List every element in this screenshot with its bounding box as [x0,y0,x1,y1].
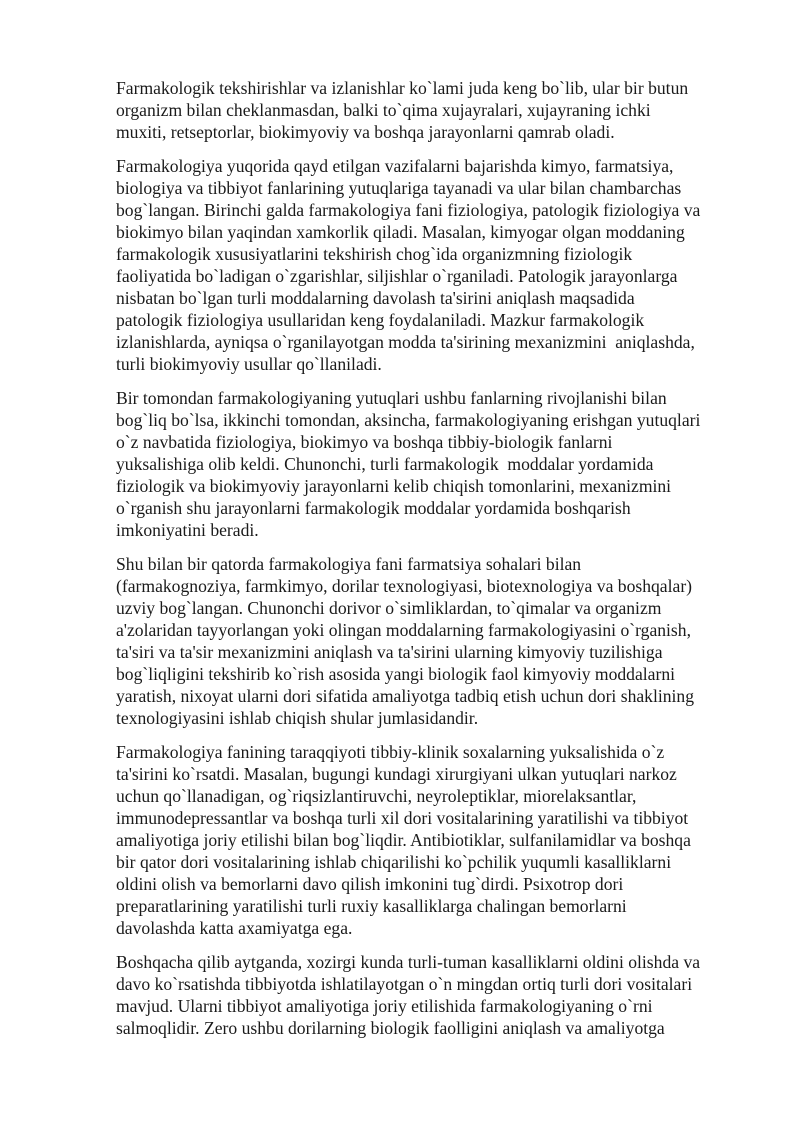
text-line: fiziologik va biokimyoviy jarayonlarni kelib chiqish tomonlarini, mexanizmini [116,476,672,496]
paragraph-3 [116,387,744,541]
paragraph-6 [116,951,744,1039]
text-line: immunodepressantlar va boshqa turli xil dori vositalarining yaratilishi va tibbiyot [116,808,689,828]
text-line: amaliyotiga joriy etilishi bilan bog`liqdir. Antibiotiklar, sulfanilamidlar va boshqa [116,830,691,850]
text-line: turli biokimyoviy usullar qo`llaniladi. [116,354,382,374]
text-line: davolashda katta axamiyatga ega. [116,918,353,938]
text-line: uzviy bog`langan. Chunonchi dorivor o`simliklardan, to`qimalar va organizm [116,598,662,618]
text-line: ta'sirini ko`rsatdi. Masalan, bugungi kundagi xirurgiyani ulkan yutuqlari narkoz [116,764,677,784]
text-line: nisbatan bo`lgan turli moddalarning davolash ta'sirini aniqlash maqsadida [116,288,635,308]
text-line: o`rganish shu jarayonlarni farmakologik moddalar yordamida boshqarish [116,498,631,518]
text-line: organizm bilan cheklanmasdan, balki to`qima xujayralari, xujayraning ichki [116,100,651,120]
text-line: farmakologik xususiyatlarini tekshirish chog`ida organizmning fiziologik [116,244,633,264]
text-line: ta'siri va ta'sir mexanizmini aniqlash va ta'sirini ularning kimyoviy tuzilishiga [116,642,663,662]
text-line: bog`langan. Birinchi galda farmakologiya fani fiziologiya, patologik fiziologiya va [116,200,701,220]
paragraph-4 [116,553,744,729]
text-line: bog`liq bo`lsa, ikkinchi tomondan, aksincha, farmakologiyaning erishgan yutuqlari [116,410,701,430]
text-line: oldini olish va bemorlarni davo qilish imkonini tug`dirdi. Psixotrop dori [116,874,624,894]
text-line: yaratish, nixoyat ularni dori sifatida amaliyotga tadbiq etish uchun dori shaklining [116,686,695,706]
text-line: Bir tomondan farmakologiyaning yutuqlari ushbu fanlarning rivojlanishi bilan [116,388,667,408]
text-line: biologiya va tibbiyot fanlarining yutuqlariga tayanadi va ular bilan chambarchas [116,178,682,198]
document-body [116,77,744,1051]
text-line: Boshqacha qilib aytganda, xozirgi kunda turli-tuman kasalliklarni oldini olishda va [116,952,701,972]
text-line: patologik fiziologiya usullaridan keng foydalaniladi. Mazkur farmakologik [116,310,645,330]
text-line: muxiti, retseptorlar, biokimyoviy va boshqa jarayonlarni qamrab oladi. [116,122,615,142]
text-line: mavjud. Ularni tibbiyot amaliyotiga joriy etilishida farmakologiyaning o`rni [116,996,653,1016]
text-line: salmoqlidir. Zero ushbu dorilarning biologik faolligini aniqlash va amaliyotga [116,1018,665,1038]
paragraph-1 [116,77,744,143]
text-line: Shu bilan bir qatorda farmakologiya fani farmatsiya sohalari bilan [116,554,582,574]
text-line: izlanishlarda, ayniqsa o`rganilayotgan modda ta'sirining mexanizmini aniqlashda, [116,332,695,352]
paragraph-2 [116,155,744,375]
text-line: (farmakognoziya, farmkimyo, dorilar texnologiyasi, biotexnologiya va boshqalar) [116,576,693,596]
text-line: a'zolaridan tayyorlangan yoki olingan moddalarning farmakologiyasini o`rganish, [116,620,691,640]
text-line: faoliyatida bo`ladigan o`zgarishlar, siljishlar o`rganiladi. Patologik jarayonlarga [116,266,678,286]
text-line: Farmakologiya fanining taraqqiyoti tibbiy-klinik soxalarning yuksalishida o`z [116,742,665,762]
text-line: uchun qo`llanadigan, og`riqsizlantiruvchi, neyroleptiklar, miorelaksantlar, [116,786,637,806]
text-line: bir qator dori vositalarining ishlab chiqarilishi ko`pchilik yuqumli kasalliklarni [116,852,672,872]
paragraph-5 [116,741,744,939]
text-line: bog`liqligini tekshirib ko`rish asosida yangi biologik faol kimyoviy moddalarni [116,664,676,684]
text-line: davo ko`rsatishda tibbiyotda ishlatilayotgan o`n mingdan ortiq turli dori vositalari [116,974,693,994]
text-line: biokimyo bilan yaqindan xamkorlik qiladi. Masalan, kimyogar olgan moddaning [116,222,685,242]
text-line: o`z navbatida fiziologiya, biokimyo va boshqa tibbiy-biologik fanlarni [116,432,613,452]
text-line: imkoniyatini beradi. [116,520,259,540]
text-line: yuksalishiga olib keldi. Chunonchi, turli farmakologik moddalar yordamida [116,454,654,474]
text-line: preparatlarining yaratilishi turli ruxiy kasalliklarga chalingan bemorlarni [116,896,627,916]
text-line: texnologiyasini ishlab chiqish shular jumlasidandir. [116,708,479,728]
text-line: Farmakologik tekshirishlar va izlanishlar ko`lami juda keng bo`lib, ular bir butun [116,78,689,98]
text-line: Farmakologiya yuqorida qayd etilgan vazifalarni bajarishda kimyo, farmatsiya, [116,156,674,176]
